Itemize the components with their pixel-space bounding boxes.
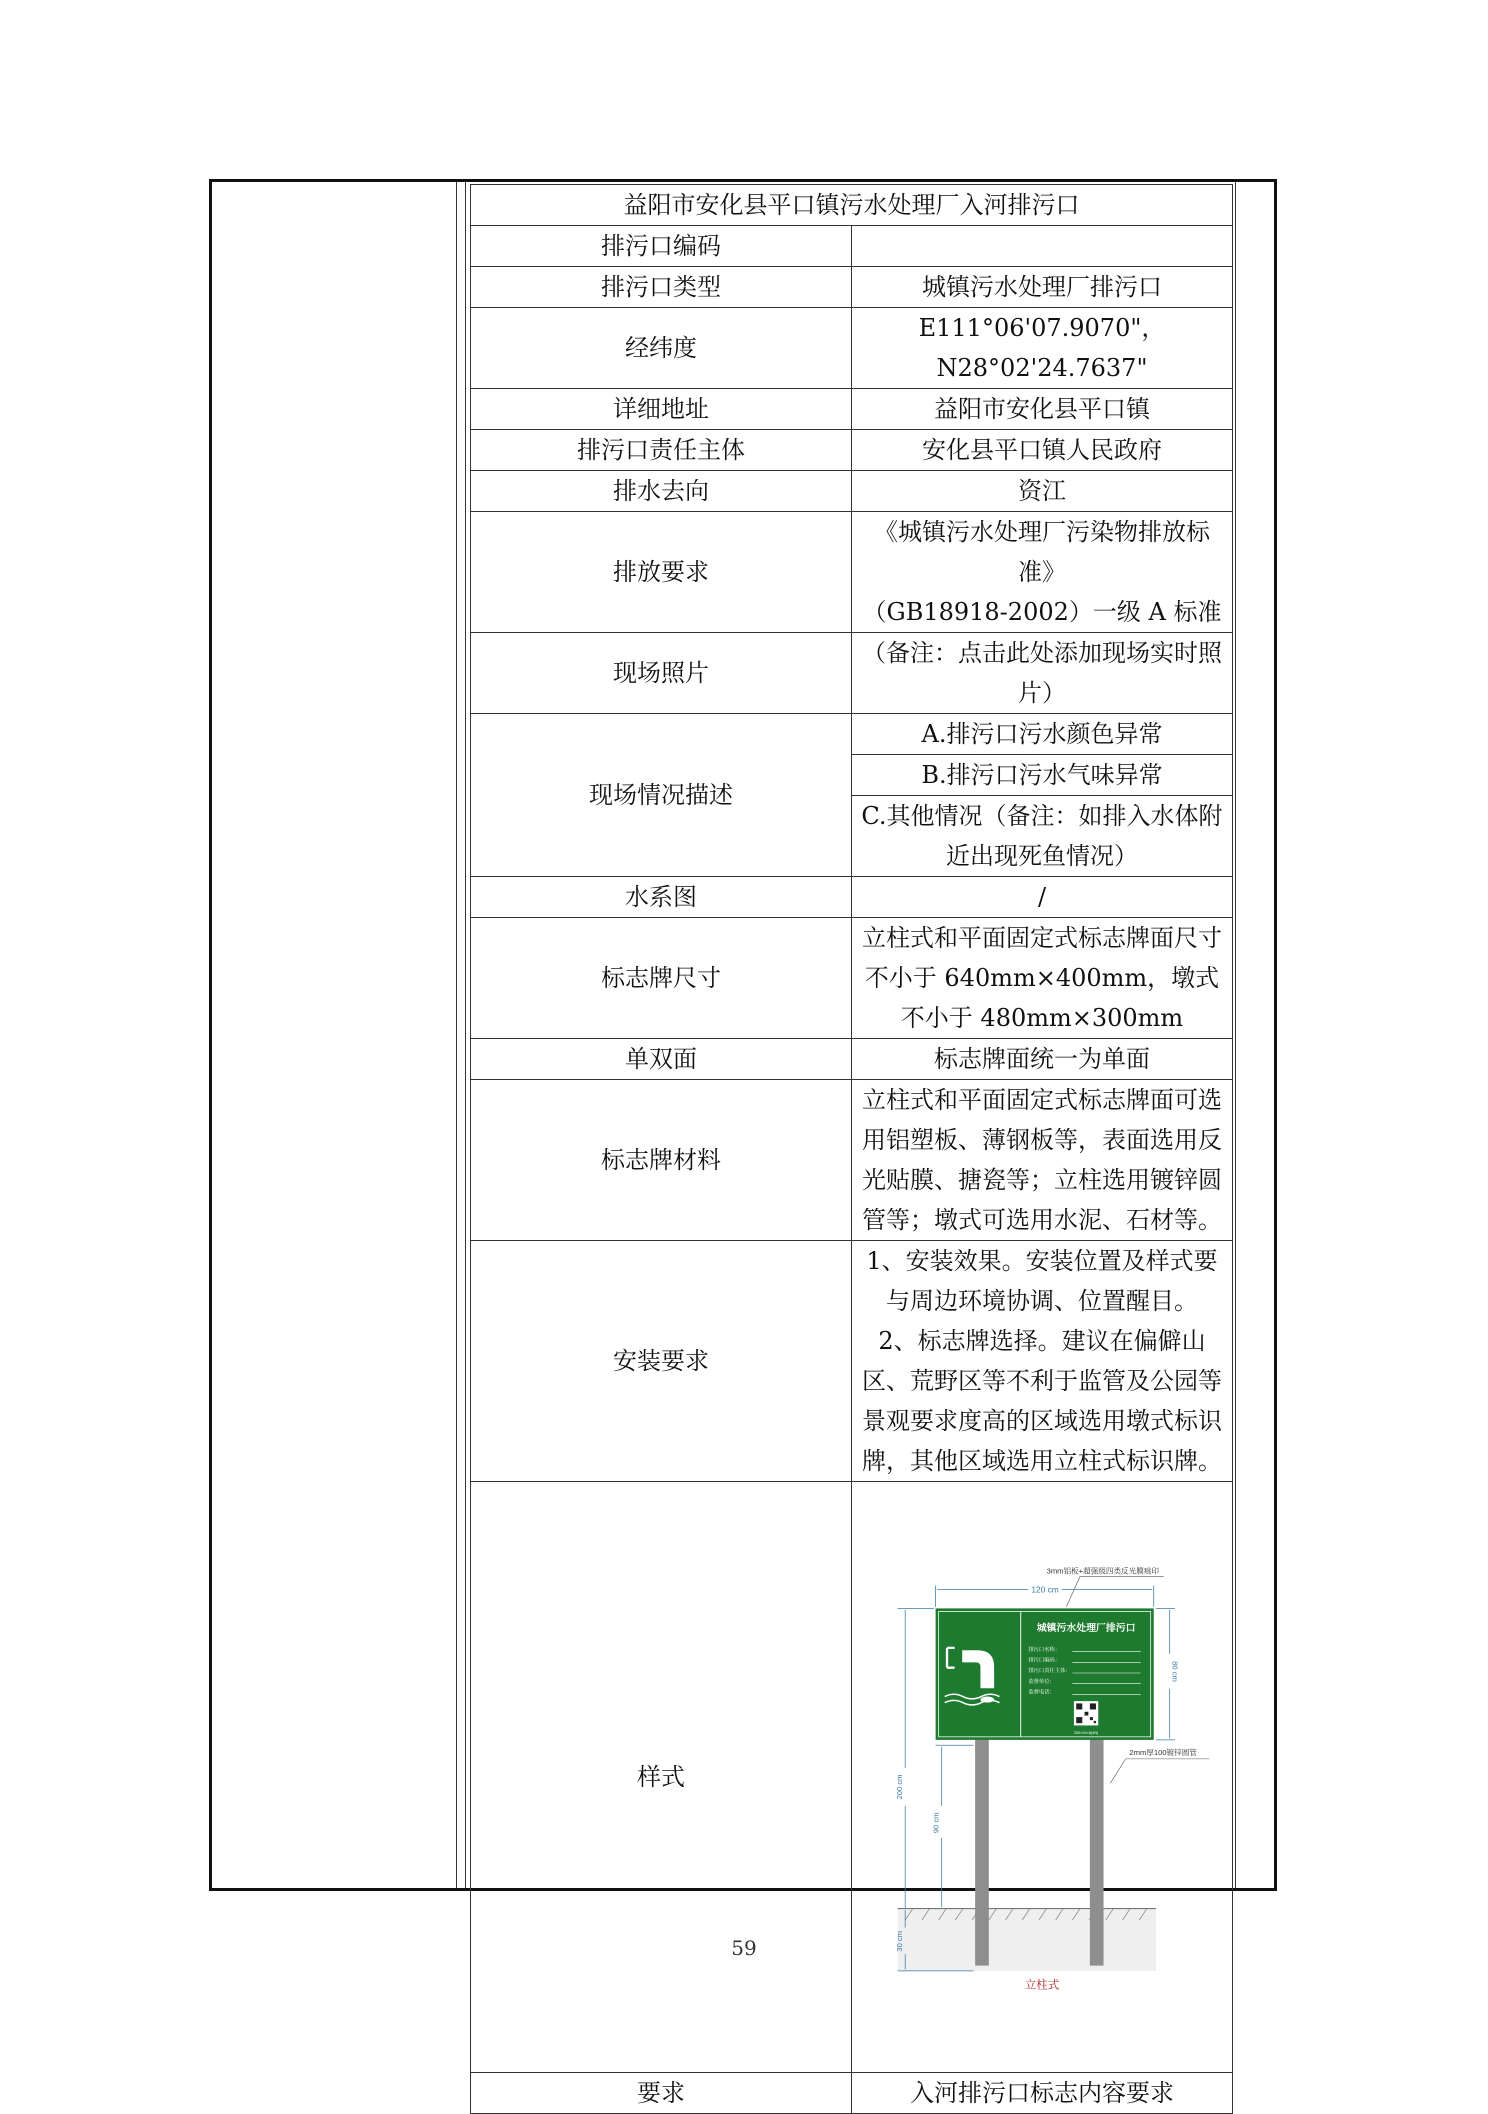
total-height-dimension	[898, 1608, 934, 1908]
label-site-photo: 现场照片	[471, 633, 852, 714]
frame-divider	[1235, 182, 1236, 1888]
label-style: 样式	[471, 1482, 852, 2073]
value-water-system-map: /	[852, 877, 1233, 918]
width-label: 120 cm	[1031, 1583, 1059, 1594]
label-single-double-side: 单双面	[471, 1039, 852, 1080]
frame-divider	[456, 182, 457, 1888]
outfall-info-table	[470, 184, 1233, 2114]
requirement-line-2: （GB18918-2002）一级 A 标准	[862, 598, 1222, 626]
sign-title-text: 城镇污水处理厂排污口	[1036, 1622, 1136, 1634]
qr-code-icon	[1074, 1701, 1098, 1725]
page-number: 59	[731, 1936, 757, 1960]
signpost-illustration	[852, 1485, 1232, 2070]
right-pole	[1090, 1737, 1104, 1965]
label-coordinates: 经纬度	[471, 308, 852, 389]
value-coordinates: E111°06'07.9070"，N28°02'24.7637"	[852, 308, 1233, 389]
value-responsible-party: 安化县平口镇人民政府	[852, 430, 1233, 471]
label-outfall-type: 排污口类型	[471, 267, 852, 308]
sign-field-phone: 监督电话：	[1028, 1689, 1055, 1696]
value-address: 益阳市安化县平口镇	[852, 389, 1233, 430]
value-outfall-code	[852, 226, 1233, 267]
value-sign-material: 立柱式和平面固定式标志牌面可选用铝塑板、薄钢板等，表面选用反光贴膜、搪瓷等；立柱选用镀锌圆管等；墩式可选用水泥、石材等。	[852, 1080, 1233, 1241]
total-height-label: 200 cm	[895, 1774, 905, 1799]
pole-height-dimension	[936, 1745, 974, 1907]
sign-field-party: 排污口责任主体：	[1028, 1667, 1071, 1674]
value-install-requirement	[852, 1241, 1233, 1482]
label-outfall-code: 排污口编码	[471, 226, 852, 267]
pipe-material-note: 2mm厚100镀锌圆管	[1129, 1747, 1197, 1757]
plate-note-pointer	[1066, 1576, 1080, 1606]
plate-material-note: 3mm铝板+超强级四类反光膜痕印	[1046, 1565, 1160, 1575]
label-discharge-direction: 排水去向	[471, 471, 852, 512]
value-style	[852, 1482, 1233, 2073]
install-paragraph-1: 1、安装效果。安装位置及样式要与周边环境协调、位置醒目。	[866, 1247, 1218, 1315]
label-address: 详细地址	[471, 389, 852, 430]
sign-field-supervisor: 监督单位：	[1028, 1678, 1055, 1685]
value-requirement: 入河排污口标志内容要求	[852, 2073, 1233, 2114]
left-pole	[975, 1737, 989, 1965]
value-site-photo[interactable]: （备注：点击此处添加现场实时照片）	[852, 633, 1233, 714]
label-install-requirement: 安装要求	[471, 1241, 852, 1482]
pole-height-label: 90 cm	[931, 1811, 941, 1833]
label-sign-size: 标志牌尺寸	[471, 918, 852, 1039]
frame-divider	[465, 182, 466, 1888]
label-sign-material: 标志牌材料	[471, 1080, 852, 1241]
situation-option-a: A.排污口污水颜色异常	[852, 714, 1233, 755]
label-responsible-party: 排污口责任主体	[471, 430, 852, 471]
label-water-system-map: 水系图	[471, 877, 852, 918]
label-site-situation: 现场情况描述	[471, 714, 852, 877]
install-paragraph-2: 2、标志牌选择。建议在偏僻山区、荒野区等不利于监管及公园等景观要求度高的区域选用墩式标识牌，其他区域选用立柱式标识牌。	[862, 1327, 1222, 1475]
sign-field-name: 排污口名称：	[1028, 1646, 1061, 1653]
value-single-double-side: 标志牌面统一为单面	[852, 1039, 1233, 1080]
situation-option-c: C.其他情况（备注：如排入水体附近出现死鱼情况）	[852, 796, 1233, 877]
sign-field-code: 排污口编码：	[1028, 1657, 1061, 1664]
value-discharge-requirement	[852, 512, 1233, 633]
plate-height-label: 80 cm	[1170, 1660, 1180, 1682]
label-discharge-requirement: 排放要求	[471, 512, 852, 633]
ground-depth-label: 30 cm	[895, 1930, 905, 1952]
value-sign-size: 立柱式和平面固定式标志牌面尺寸不小于 640mm×400mm，墩式不小于 480mm×300mm	[852, 918, 1233, 1039]
situation-option-b: B.排污口污水气味异常	[852, 755, 1233, 796]
value-discharge-direction: 资江	[852, 471, 1233, 512]
requirement-line-1: 《城镇污水处理厂污染物排放标准》	[874, 518, 1210, 586]
table-title: 益阳市安化县平口镇污水处理厂入河排污口	[471, 185, 1233, 226]
pipe-note-pointer	[1110, 1758, 1125, 1782]
label-requirement: 要求	[471, 2073, 852, 2114]
sign-footer-code: 200×04×8(4N)	[1073, 1730, 1099, 1735]
signpost-caption: 立柱式	[1024, 1978, 1060, 1991]
value-outfall-type: 城镇污水处理厂排污口	[852, 267, 1233, 308]
